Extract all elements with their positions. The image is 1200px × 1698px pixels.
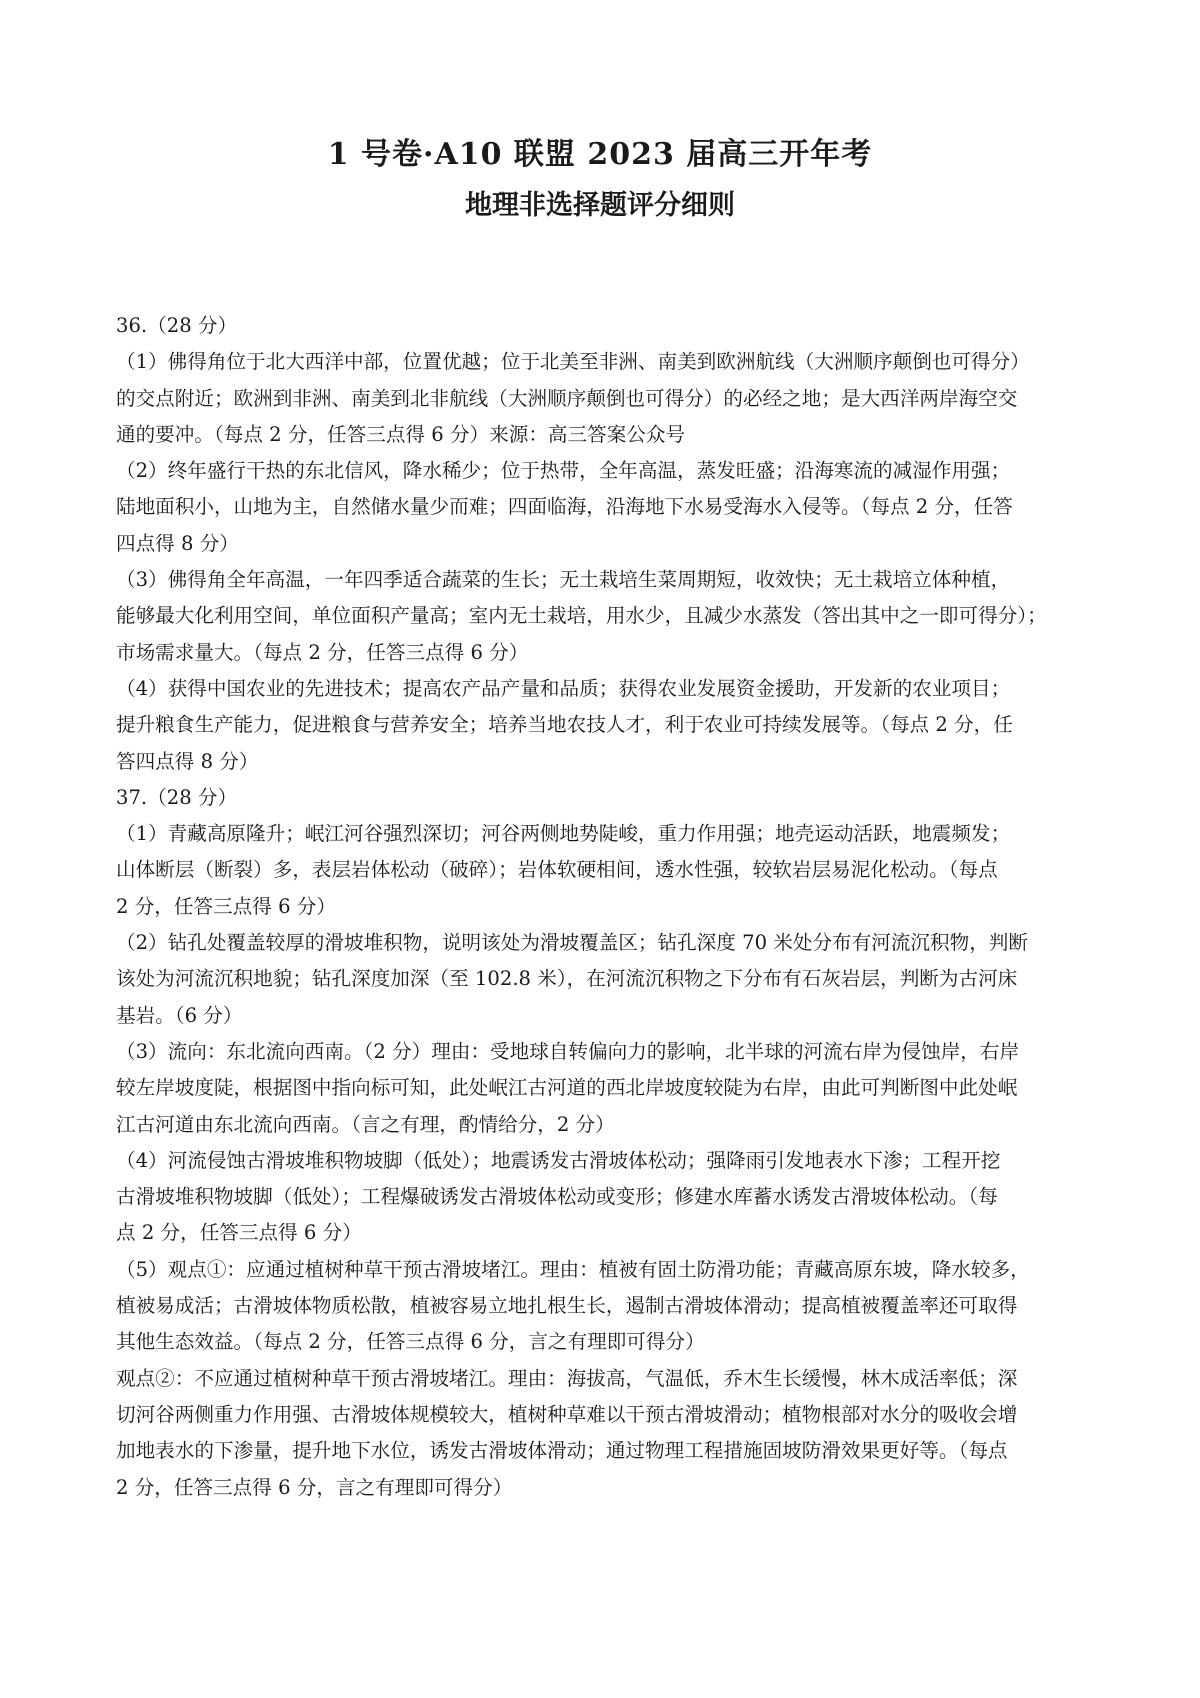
text-line: 市场需求量大。（每点 2 分，任答三点得 6 分） [116,640,529,664]
text-line: 点 2 分，任答三点得 6 分） [116,1221,362,1245]
text-line: 陆地面积小，山地为主，自然储水量少而难；四面临海，沿海地下水易受海水入侵等。（每点 2 分，任答 [116,495,1013,519]
text-line: 古滑坡堆积物坡脚（低处）；工程爆破诱发古滑坡体松动或变形；修建水库蓄水诱发古滑坡体松动。（每 [116,1185,998,1209]
text-line: 基岩。（6 分） [116,1003,243,1027]
text-line: （3）流向：东北流向西南。（2 分）理由：受地球自转偏向力的影响，北半球的河流右岸为侵蚀岸，右岸 [116,1039,1020,1063]
document-subtitle: 地理非选择题评分细则 [465,190,735,221]
text-line: 2 分，任答三点得 6 分，言之有理即可得分） [116,1475,513,1499]
text-line: 植被易成活；古滑坡体物质松散，植被容易立地扎根生长，遏制古滑坡体滑动；提高植被覆盖率还可取得 [116,1294,1018,1318]
text-line: （1）佛得角位于北大西洋中部，位置优越；位于北美至非洲、南美到欧洲航线（大洲顺序颠倒也可得分） [116,350,1030,374]
text-line: 观点②：不应通过植树种草干预古滑坡堵江。理由：海拔高，气温低，乔木生长缓慢，林木成活率低；深 [116,1366,1018,1390]
text-line: （2）终年盛行干热的东北信风，降水稀少；位于热带，全年高温，蒸发旺盛；沿海寒流的减湿作用强； [116,459,1011,483]
text-line: 36.（28 分） [116,314,238,337]
text-line: 四点得 8 分） [116,531,239,555]
text-line: 的交点附近；欧洲到非洲、南美到北非航线（大洲顺序颠倒也可得分）的必经之地；是大西洋两岸海空交 [116,386,1018,410]
text-line: 2 分，任答三点得 6 分） [116,894,336,918]
text-line: （5）观点①：应通过植树种草干预古滑坡堵江。理由：植被有固土防滑功能；青藏高原东坡，降水较多， [116,1257,1030,1281]
text-line: 切河谷两侧重力作用强、古滑坡体规模较大，植树种草难以干预古滑坡滑动；植物根部对水分的吸收会增 [116,1402,1018,1426]
text-line: 江古河道由东北流向西南。（言之有理，酌情给分，2 分） [116,1112,615,1136]
text-line: 答四点得 8 分） [116,749,259,773]
text-line: 37.（28 分） [116,785,238,809]
text-line: 能够最大化利用空间，单位面积产量高；室内无土栽培，用水少，且减少水蒸发（答出其中之一即可得分）； [116,604,1047,628]
text-line: （1）青藏高原隆升；岷江河谷强烈深切；河谷两侧地势陡峻，重力作用强；地壳运动活跃，地震频发； [116,822,1011,846]
text-line: （2）钻孔处覆盖较厚的滑坡堆积物，说明该处为滑坡覆盖区；钻孔深度 70 米处分布有河流沉积物，判断 [116,931,1028,955]
text-line: （4）获得中国农业的先进技术；提高农产品产量和品质；获得农业发展资金援助，开发新的农业项目； [116,676,1011,700]
text-line: 该处为河流沉积地貌；钻孔深度加深（至 102.8 米），在河流沉积物之下分布有石灰岩层，判断为古河床 [116,967,1018,991]
document-body [116,308,1086,1506]
text-line: （3）佛得角全年高温，一年四季适合蔬菜的生长；无土栽培生菜周期短，收效快；无土栽培立体种植， [116,568,1011,592]
text-line: 山体断层（断裂）多，表层岩体松动（破碎）；岩体软硬相间，透水性强，较软岩层易泥化松动。（每点 [116,858,998,882]
document-title: 1 号卷·A10 联盟 2023 届高三开年考 [327,137,873,172]
text-line: （4）河流侵蚀古滑坡堆积物坡脚（低处）；地震诱发古滑坡体松动；强降雨引发地表水下渗；工程开挖 [116,1148,1001,1172]
text-line: 通的要冲。（每点 2 分，任答三点得 6 分）来源：高三答案公众号 [116,422,686,446]
text-line: 提升粮食生产能力，促进粮食与营养安全；培养当地农技人才，利于农业可持续发展等。（每点 2 分，任 [116,713,1013,737]
text-line: 其他生态效益。（每点 2 分，任答三点得 6 分，言之有理即可得分） [116,1330,705,1354]
text-line: 加地表水的下渗量，提升地下水位，诱发古滑坡体滑动；通过物理工程措施固坡防滑效果更好等。（每点 [116,1439,1008,1463]
text-line: 较左岸坡度陡，根据图中指向标可知，此处岷江古河道的西北岸坡度较陡为右岸，由此可判断图中此处岷 [116,1076,1018,1100]
